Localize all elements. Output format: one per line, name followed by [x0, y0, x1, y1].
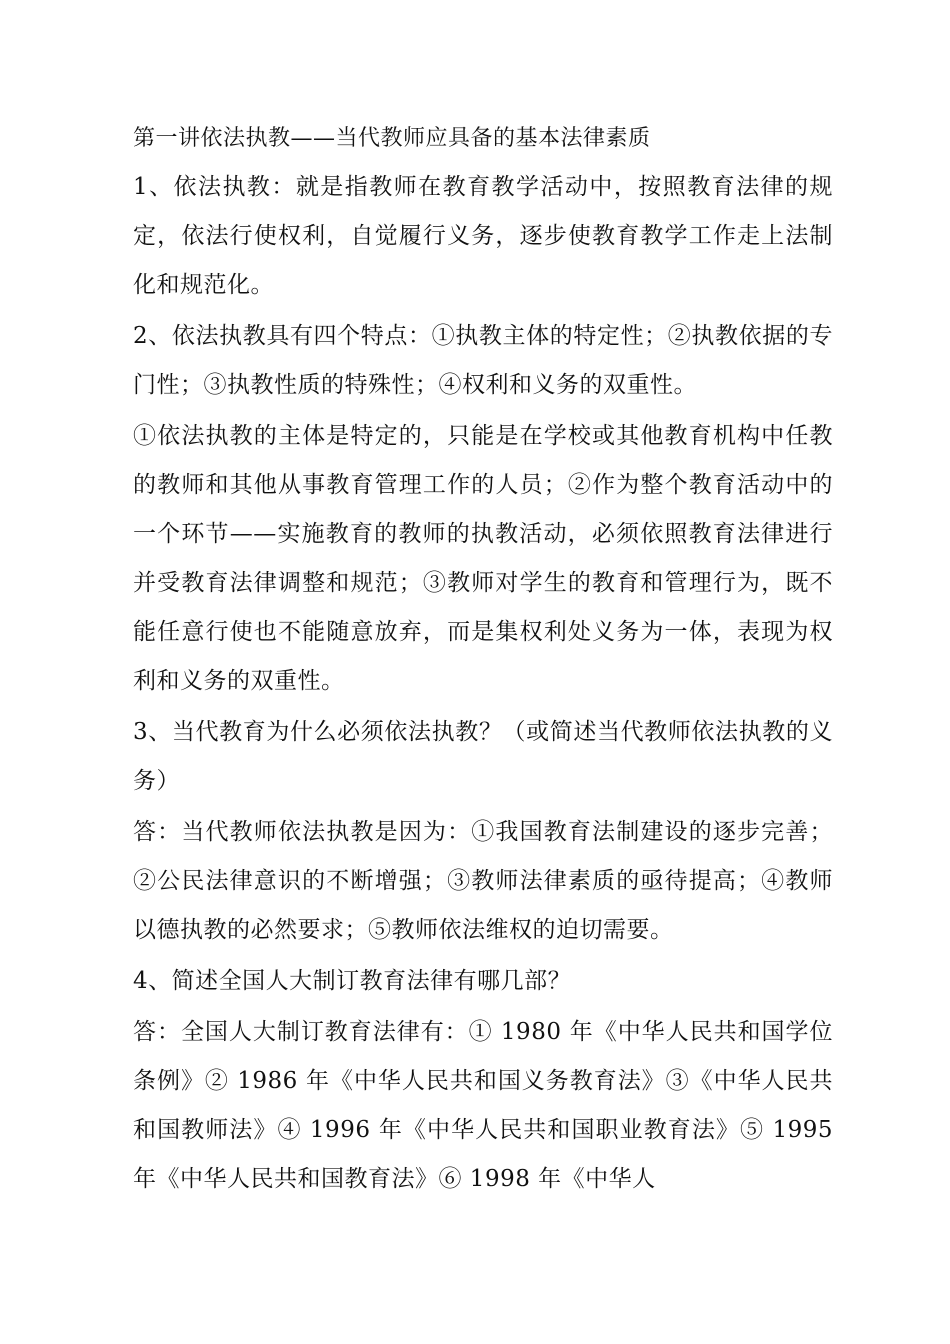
document-body [133, 114, 833, 1206]
paragraph-features: 2、依法执教具有四个特点：①执教主体的特定性；②执教依据的专门性；③执教性质的特殊性；④权利和义务的双重性。 [133, 323, 833, 398]
paragraph-definition: 1、依法执教：就是指教师在教育教学活动中，按照教育法律的规定，依法行使权利，自觉履行义务，逐步使教育教学工作走上法制化和规范化。 [133, 174, 833, 298]
paragraph-features-explained: ①依法执教的主体是特定的，只能是在学校或其他教育机构中任教的教师和其他从事教育管理工作的人员；②作为整个教育活动中的一个环节——实施教育的教师的执教活动，必须依照教育法律进行并受教育法律调整和规范；③教师对学生的教育和管理行为，既不能任意行使也不能随意放弃，而是集权利处义务为一体，表现为权利和义务的双重性。 [133, 423, 833, 694]
question-4: 4、简述全国人大制订教育法律有哪几部？ [133, 968, 572, 994]
question-3: 3、当代教育为什么必须依法执教？（或简述当代教师依法执教的义务） [133, 719, 833, 794]
answer-3: 答：当代教师依法执教是因为：①我国教育法制建设的逐步完善；②公民法律意识的不断增强；③教师法律素质的亟待提高；④教师以德执教的必然要求；⑤教师依法维权的迫切需要。 [133, 819, 833, 943]
document-title: 第一讲依法执教——当代教师应具备的基本法律素质 [133, 126, 651, 151]
answer-4: 答：全国人大制订教育法律有：① 1980 年《中华人民共和国学位条例》② 1986 年《中华人民共和国义务教育法》③《中华人民共和国教师法》④ 1996 年《中华人民共和国职业教育法》⑤ 1995 年《中华人民共和国教育法》⑥ 1998 年《中华人 [133, 1019, 833, 1192]
